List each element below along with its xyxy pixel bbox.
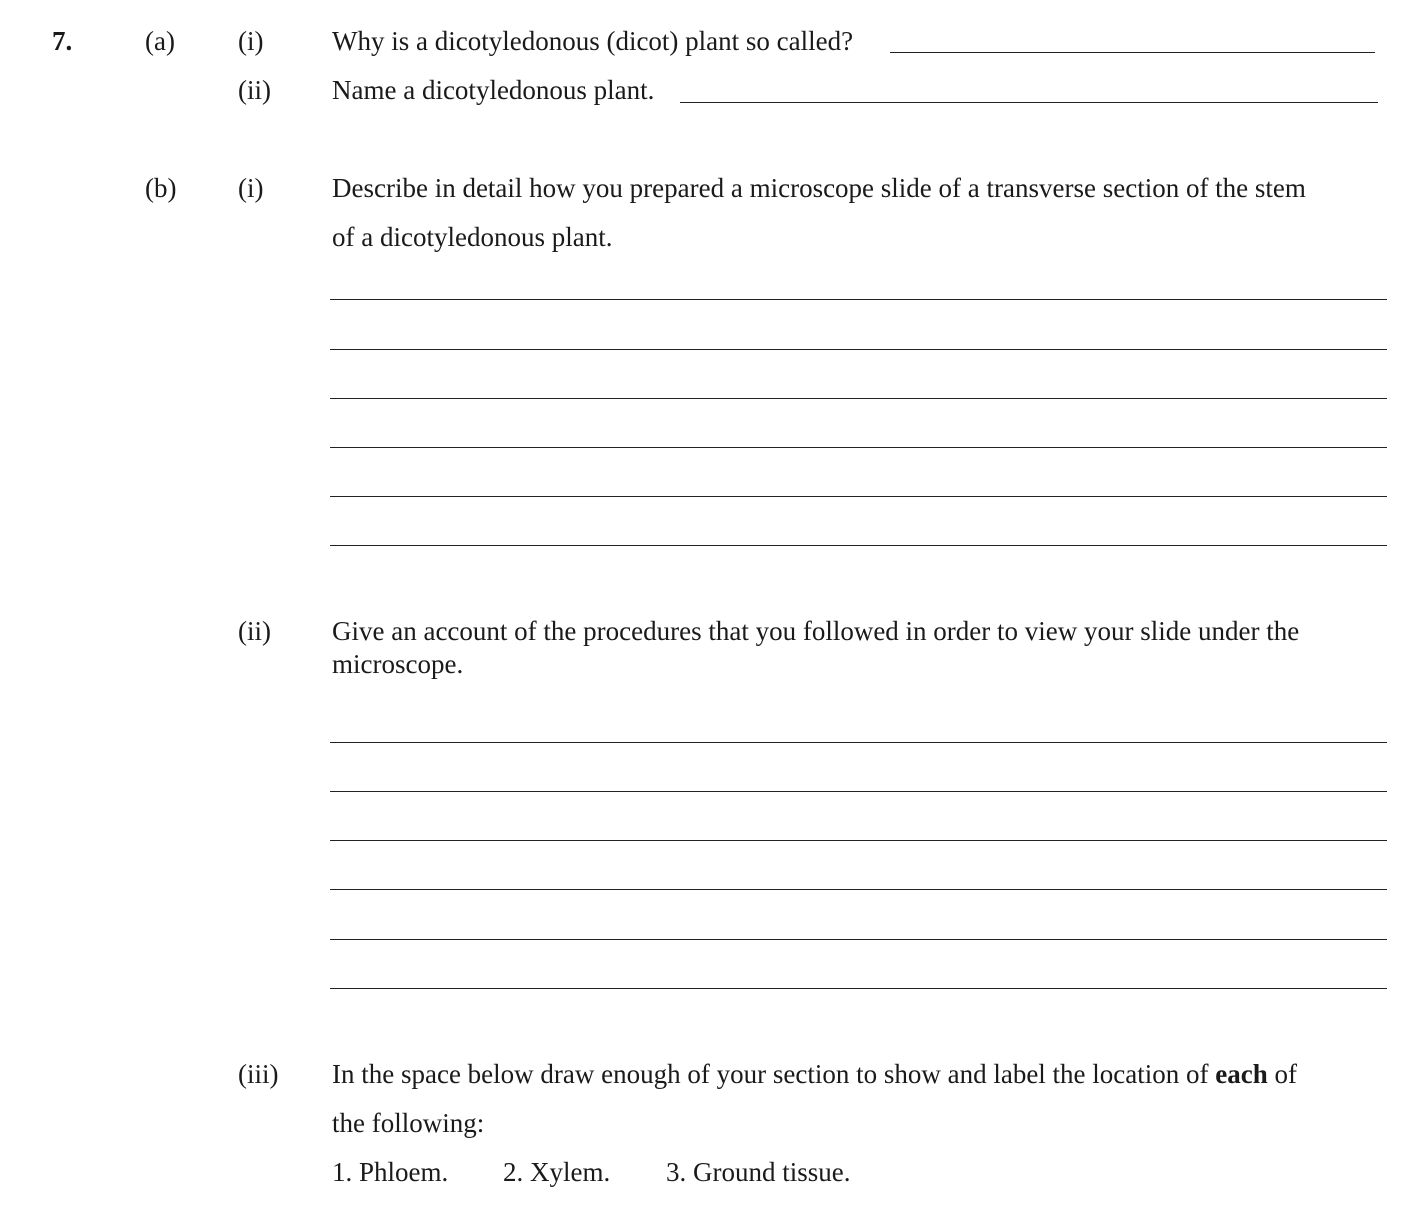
list-item-xylem: 2. Xylem. [503,1157,611,1187]
part-b-label: (b) [145,173,177,203]
answer-line[interactable] [330,299,1387,300]
question-number: 7. [52,26,73,56]
answer-line[interactable] [330,791,1387,792]
answer-line[interactable] [330,939,1387,940]
part-b-iii-label: (iii) [238,1059,279,1089]
answer-line[interactable] [330,398,1387,399]
answer-line[interactable] [330,889,1387,890]
part-b-i-text-line1: Describe in detail how you prepared a microscope slide of a transverse section of the stem [332,173,1306,203]
answer-line[interactable] [330,447,1387,448]
part-a-i-text: Why is a dicotyledonous (dicot) plant so called? [332,26,854,56]
part-b-iii-text-line2: the following: [332,1108,485,1138]
list-item-ground-tissue: 3. Ground tissue. [666,1157,851,1187]
answer-line[interactable] [330,496,1387,497]
part-a-label: (a) [145,26,175,56]
part-b-ii-text-line2: microscope. [332,649,464,679]
part-b-iii-text-line1: In the space below draw enough of your section to show and label the location of each of [332,1059,1297,1089]
list-item-phloem: 1. Phloem. [332,1157,449,1187]
answer-line[interactable] [330,840,1387,841]
part-a-i-answer-line[interactable] [890,52,1375,53]
part-b-ii-text-line1: Give an account of the procedures that you followed in order to view your slide under the [332,616,1300,646]
part-a-i-label: (i) [238,26,264,56]
part-b-i-text-line2: of a dicotyledonous plant. [332,222,613,252]
part-a-ii-answer-line[interactable] [680,102,1378,103]
part-a-ii-label: (ii) [238,75,271,105]
part-b-ii-label: (ii) [238,616,271,646]
answer-line[interactable] [330,349,1387,350]
part-b-i-label: (i) [238,173,264,203]
answer-line[interactable] [330,988,1387,989]
answer-line[interactable] [330,742,1387,743]
answer-line[interactable] [330,545,1387,546]
part-a-ii-text: Name a dicotyledonous plant. [332,75,655,105]
